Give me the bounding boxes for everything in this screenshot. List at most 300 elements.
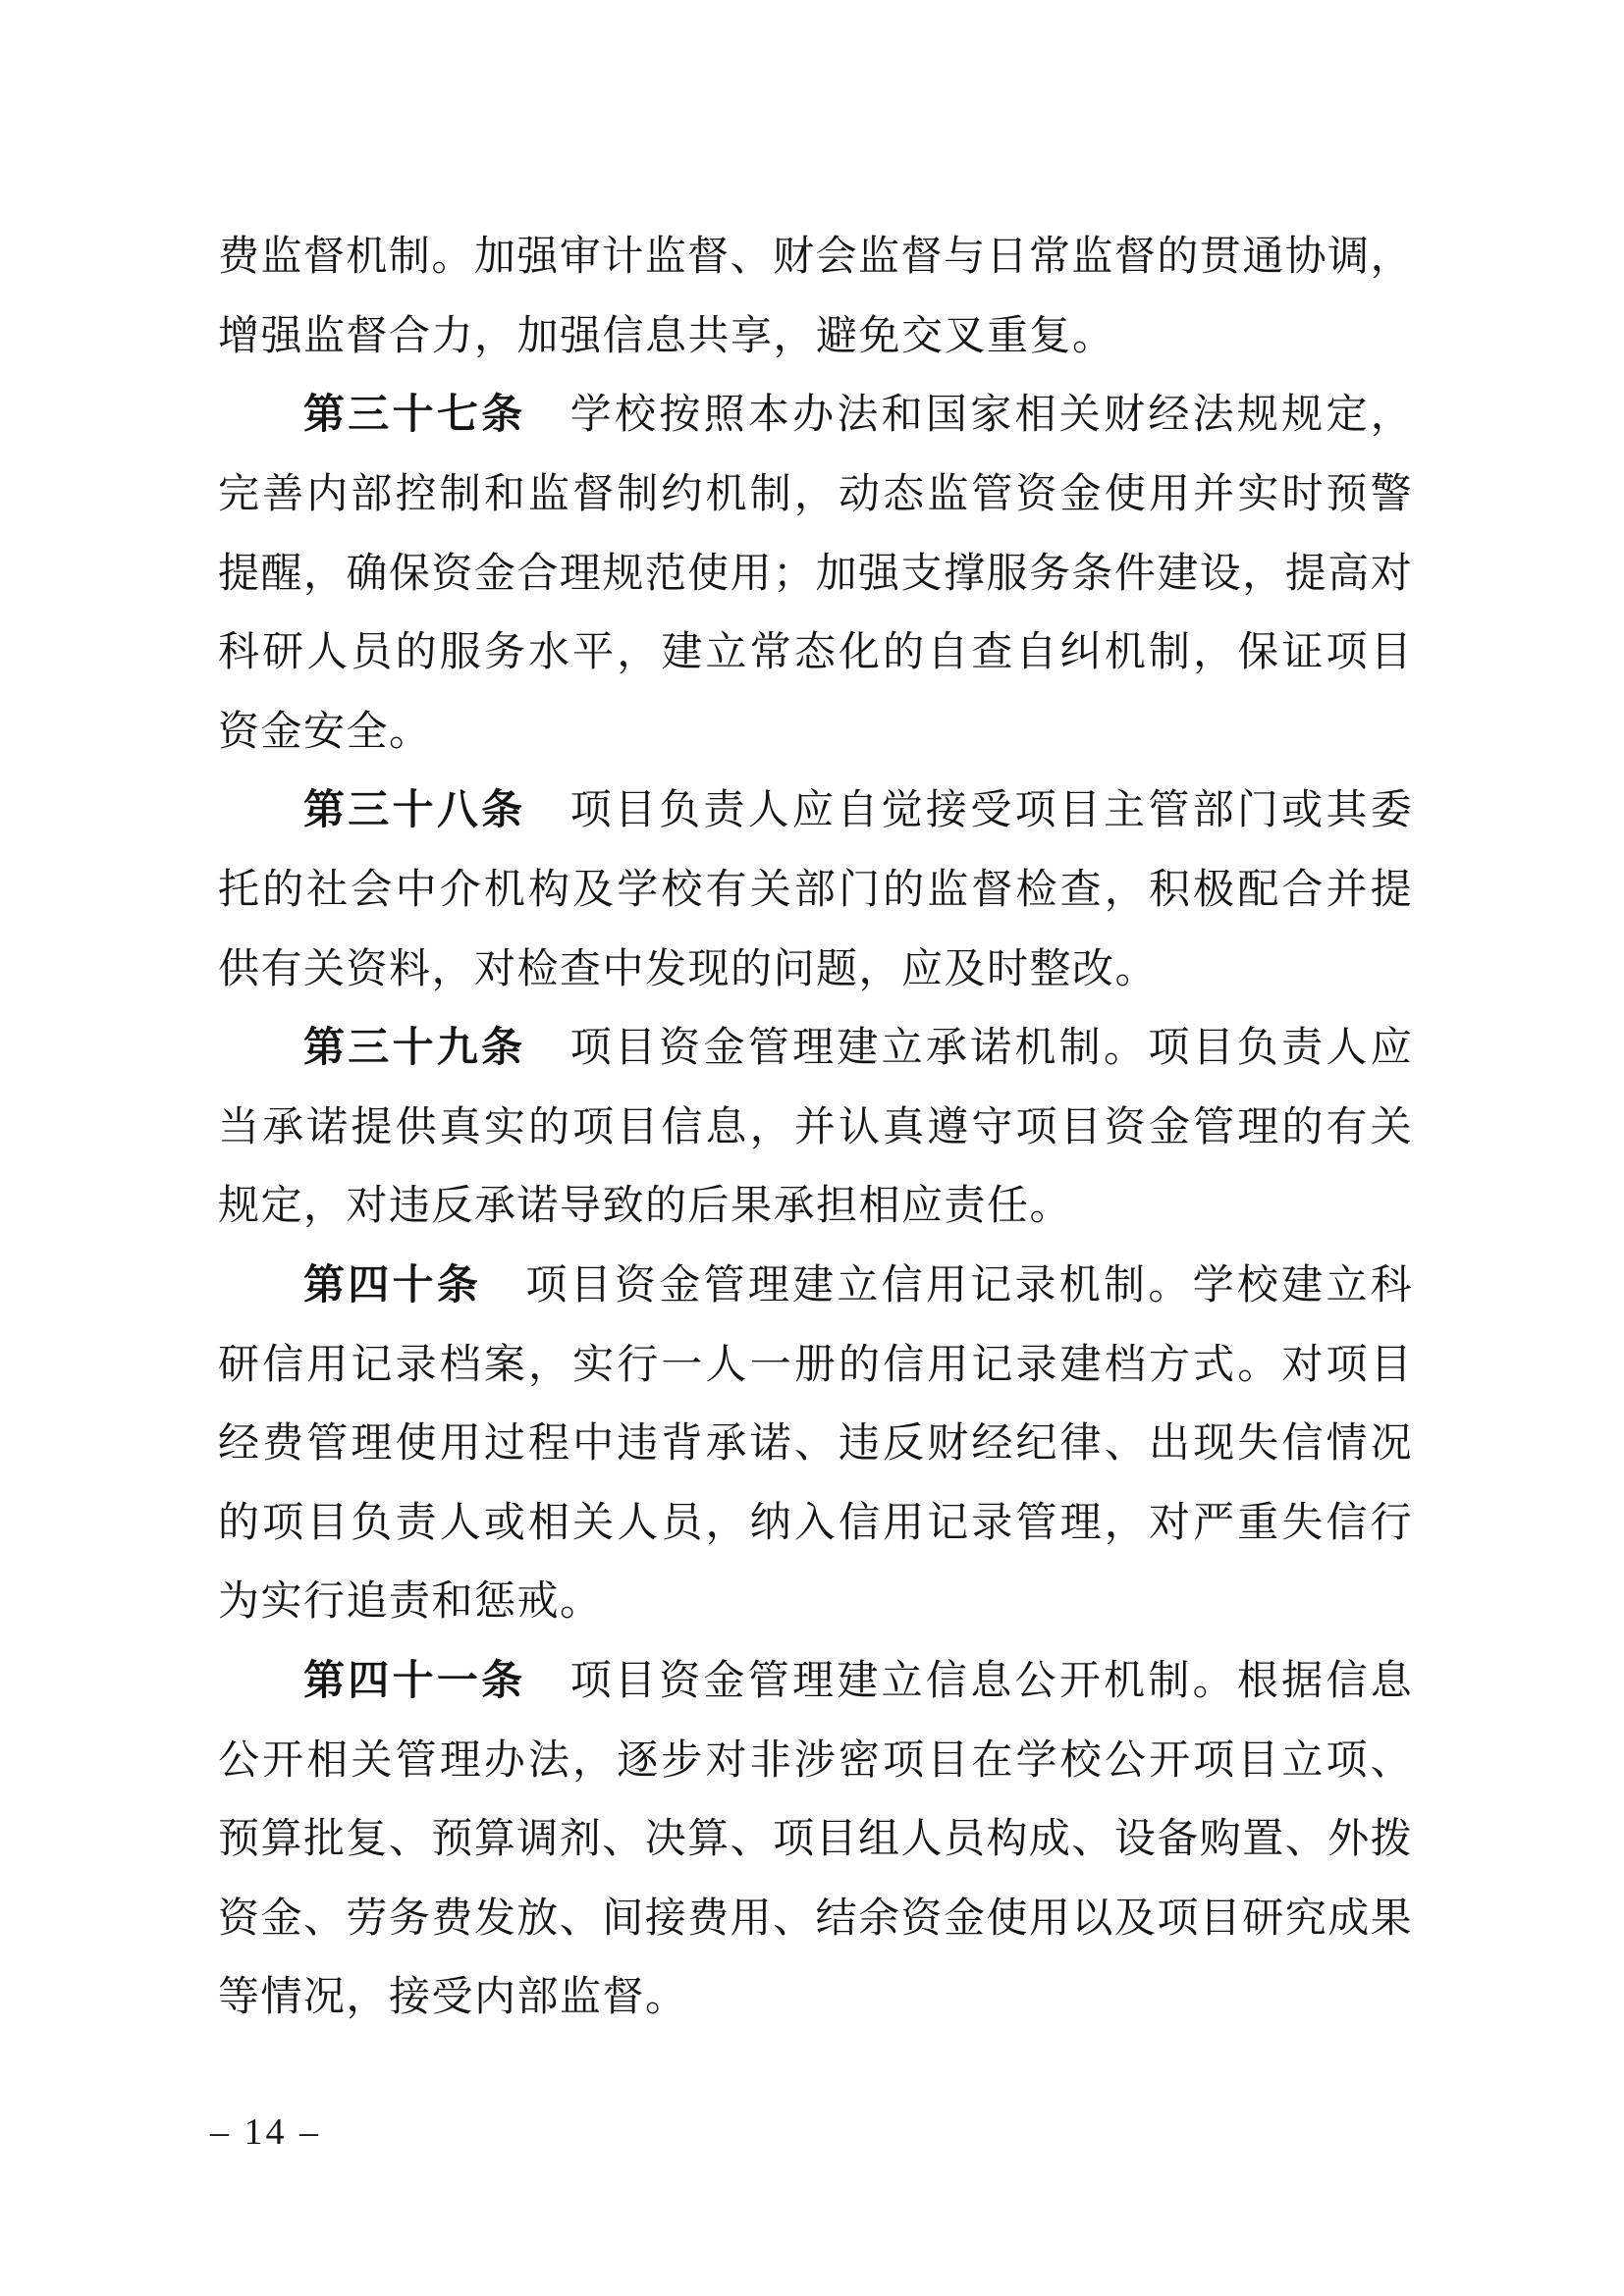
body-char: 目: [614, 1658, 656, 1704]
body-char: 相: [306, 1737, 349, 1784]
body-char: 内: [306, 472, 349, 518]
body-char: 目: [1370, 1342, 1412, 1388]
text-line-23: [218, 1958, 1412, 2038]
body-char: 记: [351, 1342, 393, 1388]
body-char: ，: [705, 1500, 747, 1546]
body-char: 项: [569, 1026, 612, 1072]
body-char: 提: [351, 1104, 393, 1150]
body-char: 惩: [474, 1579, 516, 1626]
body-char: 规: [1236, 393, 1278, 439]
body-char: 关: [1370, 1104, 1412, 1150]
body-char: 理: [747, 1263, 789, 1309]
body-char: 学: [569, 393, 612, 439]
body-char: ，: [858, 946, 900, 992]
body-char: 务: [483, 630, 525, 676]
body-char: 反: [431, 1184, 473, 1230]
body-char: 在: [971, 1737, 1013, 1784]
body-char: 经: [1148, 393, 1190, 439]
body-char: 加: [815, 551, 857, 597]
body-char: 及: [944, 946, 986, 992]
body-char: 办: [483, 1737, 525, 1784]
body-char: 享: [731, 313, 773, 359]
body-char: 委: [1370, 788, 1412, 834]
body-char: 有: [1326, 1104, 1368, 1150]
body-char: 自: [927, 630, 969, 676]
body-char: 件: [1113, 551, 1156, 597]
body-char: 程: [527, 1421, 569, 1468]
article-number-char: 条: [481, 393, 523, 439]
text-line-7: [218, 693, 1412, 773]
body-char: 监: [644, 235, 686, 281]
body-char: 成: [1327, 1896, 1370, 1942]
body-char: 追: [346, 1579, 388, 1626]
body-char: 档: [439, 1342, 481, 1388]
body-char: 督: [302, 235, 345, 281]
body-char: 人: [306, 630, 349, 676]
body-char: 提: [1370, 868, 1412, 914]
body-char: 机: [705, 472, 747, 518]
body-char: 劳: [346, 1896, 388, 1942]
body-char: 校: [614, 393, 656, 439]
body-char: 对: [474, 946, 516, 992]
body-char: 项: [1193, 1737, 1235, 1784]
body-char: 和: [483, 472, 525, 518]
text-line-15: [218, 1325, 1412, 1405]
body-char: 项: [1015, 1104, 1057, 1150]
body-char: 强: [858, 551, 900, 597]
body-char: 加: [473, 235, 515, 281]
body-char: 严: [1193, 1500, 1235, 1546]
body-char: 间: [602, 1896, 644, 1942]
body-char: 一: [749, 1342, 791, 1388]
article-number-char: 条: [481, 1026, 523, 1072]
page-number: – 14 –: [210, 2111, 321, 2153]
body-char: 当: [218, 1104, 260, 1150]
body-char: 务: [1028, 551, 1070, 597]
body-char: 人: [439, 1500, 481, 1546]
body-char: 。: [645, 1975, 687, 2021]
body-char: 背: [661, 1421, 703, 1468]
body-char: 用: [1028, 1896, 1070, 1942]
article-number-char: 三: [348, 788, 390, 834]
text-line-16: [218, 1405, 1412, 1484]
body-char: 、: [1370, 1737, 1412, 1784]
body-char: 责: [944, 1184, 986, 1230]
body-char: 目: [1237, 1737, 1279, 1784]
body-char: 设: [1199, 551, 1241, 597]
body-char: 平: [572, 630, 615, 676]
body-char: 项: [262, 1500, 304, 1546]
body-char: 出: [1148, 1421, 1190, 1468]
body-char: 费: [218, 235, 260, 281]
body-char: 监: [260, 235, 302, 281]
body-char: 人: [705, 1342, 747, 1388]
body-char: 积: [1148, 868, 1190, 914]
body-char: 叉: [944, 313, 986, 359]
body-char: 查: [1059, 868, 1102, 914]
body-char: 金: [260, 1896, 302, 1942]
body-char: 金: [703, 1658, 745, 1704]
article-number-char: 八: [436, 788, 478, 834]
body-char: 主: [1104, 788, 1146, 834]
body-char: 水: [527, 630, 569, 676]
body-char: 目: [614, 788, 656, 834]
body-char: 档: [1104, 1342, 1146, 1388]
body-char: 中: [572, 1421, 615, 1468]
body-char: 常: [749, 630, 791, 676]
body-char: 任: [987, 1184, 1029, 1230]
body-char: 员: [661, 1500, 703, 1546]
body-char: 况: [1370, 1421, 1412, 1468]
body-char: 管: [395, 1737, 437, 1784]
body-char: 会: [351, 868, 393, 914]
text-line-10: [218, 930, 1412, 1009]
body-char: 认: [838, 1104, 880, 1150]
body-char: 批: [302, 1817, 345, 1863]
body-char: 应: [901, 1184, 944, 1230]
body-char: 应: [1370, 1026, 1412, 1072]
body-char: 高: [1327, 551, 1370, 597]
body-char: 现: [687, 946, 730, 992]
body-char: 监: [927, 868, 969, 914]
body-char: 机: [346, 235, 388, 281]
body-char: 资: [1104, 1104, 1146, 1150]
body-char: 及: [1113, 1896, 1156, 1942]
body-char: 研: [1242, 1896, 1284, 1942]
body-char: 责: [395, 1500, 437, 1546]
body-char: 的: [731, 946, 773, 992]
body-char: 料: [389, 946, 431, 992]
body-char: 密: [838, 1737, 880, 1784]
body-char: 对: [705, 1737, 747, 1784]
body-char: 。: [1029, 1184, 1071, 1230]
text-line-12: [218, 1089, 1412, 1168]
body-char: ，: [749, 1104, 791, 1150]
body-char: 极: [1193, 868, 1235, 914]
body-char: 制: [617, 472, 659, 518]
article-number-char: 四: [348, 1263, 390, 1309]
body-char: 诺: [516, 1184, 559, 1230]
body-char: 使: [395, 1421, 437, 1468]
body-char: 行: [303, 1579, 346, 1626]
text-line-14: [218, 1247, 1412, 1326]
body-char: 使: [687, 551, 730, 597]
body-char: 供: [395, 1104, 437, 1150]
body-char: 。: [1104, 1026, 1146, 1072]
body-char: 务: [388, 1896, 430, 1942]
body-char: 信: [661, 1104, 703, 1150]
body-char: 问: [773, 946, 815, 992]
body-char: 理: [439, 1737, 481, 1784]
body-char: 法: [1192, 393, 1234, 439]
body-char: 立: [881, 1026, 923, 1072]
article-number-char: 三: [348, 393, 390, 439]
body-char: 立: [837, 1263, 879, 1309]
body-char: 建: [661, 630, 703, 676]
body-char: 承: [474, 1184, 516, 1230]
body-char: 信: [1326, 1500, 1368, 1546]
body-char: 交: [901, 313, 944, 359]
body-char: 机: [483, 868, 525, 914]
body-char: 责: [703, 788, 745, 834]
body-char: 接: [389, 1975, 431, 2021]
body-char: 承: [262, 1104, 304, 1150]
body-char: 过: [483, 1421, 525, 1468]
body-char: 关: [572, 1500, 615, 1546]
body-char: 的: [395, 630, 437, 676]
body-char: 目: [306, 1500, 349, 1546]
body-char: 诺: [749, 1421, 791, 1468]
body-char: 违: [389, 1184, 431, 1230]
body-char: 关: [1058, 393, 1101, 439]
body-char: 保: [388, 551, 430, 597]
body-char: 算: [687, 1817, 730, 1863]
body-char: 理: [792, 1026, 835, 1072]
body-char: 强: [260, 313, 302, 359]
body-char: ，: [527, 1342, 569, 1388]
body-char: 理: [1237, 1104, 1279, 1150]
body-char: 余: [858, 1896, 900, 1942]
body-char: 目: [614, 1026, 656, 1072]
body-char: 协: [1284, 235, 1326, 281]
body-char: 托: [218, 868, 260, 914]
body-char: 机: [1014, 1026, 1056, 1072]
text-line-8: [218, 772, 1412, 851]
body-char: 目: [1370, 630, 1412, 676]
body-char: 资: [218, 1896, 260, 1942]
body-char: 建: [1281, 1263, 1324, 1309]
body-char: 制: [439, 472, 481, 518]
body-char: 决: [644, 1817, 686, 1863]
body-char: 息: [705, 1104, 747, 1150]
body-char: 并: [1193, 472, 1235, 518]
body-char: 的: [527, 1104, 569, 1150]
article-number-char: 七: [436, 393, 478, 439]
body-char: 算: [260, 1817, 302, 1863]
body-char: 并: [1326, 868, 1368, 914]
body-char: 责: [389, 1579, 431, 1626]
body-char: 自: [837, 788, 879, 834]
article-number-char: 十: [392, 393, 434, 439]
body-char: 用: [883, 1500, 925, 1546]
body-char: 项: [525, 1263, 568, 1309]
body-char: 、: [793, 1421, 836, 1468]
body-char: 内: [474, 1975, 516, 2021]
body-char: 纳: [749, 1500, 791, 1546]
body-char: 建: [792, 1263, 835, 1309]
article-number-char: 十: [392, 1658, 434, 1704]
body-char: 。: [389, 709, 431, 755]
body-char: 监: [927, 472, 969, 518]
body-char: 应: [792, 788, 835, 834]
body-char: 提: [1284, 551, 1326, 597]
body-char: 实: [572, 1342, 615, 1388]
body-char: 机: [1058, 1263, 1101, 1309]
article-number-char: 四: [348, 1658, 390, 1704]
body-char: 情: [1326, 1421, 1368, 1468]
body-char: 违: [617, 1421, 659, 1468]
body-char: 提: [218, 551, 260, 597]
body-char: 通: [1242, 235, 1284, 281]
body-char: 制: [388, 235, 430, 281]
text-line-6: [218, 614, 1412, 693]
body-char: 题: [816, 946, 858, 992]
body-char: 员: [351, 630, 393, 676]
body-char: 开: [262, 1737, 304, 1784]
body-char: 相: [527, 1500, 569, 1546]
body-char: 信: [262, 1342, 304, 1388]
body-char: 一: [661, 1342, 703, 1388]
body-char: 费: [431, 1896, 473, 1942]
body-char: 校: [661, 868, 703, 914]
text-line-17: [218, 1484, 1412, 1564]
body-char: 财: [1104, 393, 1146, 439]
body-char: 态: [883, 472, 925, 518]
body-char: 册: [793, 1342, 836, 1388]
body-char: 录: [395, 1342, 437, 1388]
body-char: 建: [1059, 1342, 1102, 1388]
body-char: 建: [837, 1658, 879, 1704]
body-char: 管: [747, 1658, 789, 1704]
body-char: 查: [971, 630, 1013, 676]
body-char: 置: [1242, 1817, 1284, 1863]
body-char: ，: [474, 313, 516, 359]
text-line-1: [218, 218, 1412, 297]
body-char: 审: [559, 235, 601, 281]
body-char: 方: [1148, 1342, 1190, 1388]
body-char: 经: [218, 1421, 260, 1468]
body-char: 真: [439, 1104, 481, 1150]
article-number-char: 条: [481, 1658, 523, 1704]
body-char: 项: [1157, 1896, 1199, 1942]
body-char: 用: [730, 1896, 772, 1942]
body-char: 立: [881, 1658, 923, 1704]
body-char: 用: [730, 551, 772, 597]
body-char: 反: [883, 1421, 925, 1468]
body-char: 对: [1281, 1342, 1324, 1388]
body-char: 督: [687, 235, 730, 281]
body-char: 管: [1148, 788, 1190, 834]
body-char: 行: [1370, 1500, 1412, 1546]
body-char: 组: [858, 1817, 900, 1863]
body-char: 、: [1071, 1817, 1113, 1863]
body-char: 信: [602, 313, 644, 359]
body-char: 资: [614, 1263, 656, 1309]
body-char: 办: [792, 393, 835, 439]
body-char: ；: [773, 551, 815, 597]
body-char: 财: [927, 1421, 969, 1468]
body-char: 学: [617, 868, 659, 914]
article-number-char: 十: [392, 788, 434, 834]
body-char: 设: [1113, 1817, 1156, 1863]
body-char: 备: [1157, 1817, 1199, 1863]
body-char: 安: [303, 709, 346, 755]
body-char: 等: [218, 1975, 260, 2021]
body-char: ，: [346, 1975, 388, 2021]
body-char: 或: [483, 1500, 525, 1546]
body-char: 规: [218, 1184, 260, 1230]
body-char: 常: [1028, 235, 1070, 281]
body-char: 避: [816, 313, 858, 359]
body-char: 公: [1014, 1658, 1056, 1704]
body-char: 实: [1237, 472, 1279, 518]
body-char: ，: [302, 551, 345, 597]
body-char: 调: [1327, 235, 1370, 281]
body-char: 介: [439, 868, 481, 914]
body-char: 目: [1199, 1896, 1241, 1942]
body-char: 导: [560, 1184, 602, 1230]
body-char: 科: [218, 630, 260, 676]
text-line-4: [218, 455, 1412, 535]
body-char: 录: [1015, 1342, 1057, 1388]
body-char: 录: [1014, 1263, 1056, 1309]
body-char: 费: [262, 1421, 304, 1468]
body-char: 项: [569, 1658, 612, 1704]
body-char: 服: [439, 630, 481, 676]
text-line-2: [218, 297, 1412, 377]
body-char: 自: [1015, 630, 1057, 676]
body-char: 发: [645, 946, 687, 992]
body-char: 为: [218, 1579, 260, 1626]
body-char: 确: [346, 551, 388, 597]
body-char: 管: [1015, 1500, 1057, 1546]
body-char: ，: [1370, 393, 1412, 439]
body-char: 纠: [1059, 630, 1102, 676]
body-char: 立: [705, 630, 747, 676]
article-number-char: 九: [436, 1026, 478, 1072]
body-char: 的: [645, 1184, 687, 1230]
body-char: 目: [1192, 1026, 1234, 1072]
body-char: 录: [971, 1500, 1013, 1546]
body-char: 完: [218, 472, 260, 518]
body-char: 督: [1113, 235, 1156, 281]
body-char: 制: [1148, 1658, 1190, 1704]
body-char: 立: [1326, 1263, 1368, 1309]
article-number-char: 条: [436, 1263, 478, 1309]
body-char: 信: [838, 1500, 880, 1546]
body-char: ，: [1242, 551, 1284, 597]
body-char: 、: [388, 1817, 430, 1863]
body-char: 制: [749, 472, 791, 518]
text-line-5: [218, 534, 1412, 614]
body-char: 态: [793, 630, 836, 676]
body-char: 构: [527, 868, 569, 914]
body-char: 和: [431, 1579, 473, 1626]
body-char: 承: [705, 1421, 747, 1468]
body-char: 撑: [943, 551, 985, 597]
body-char: 致: [602, 1184, 644, 1230]
body-char: 规: [602, 551, 644, 597]
body-char: 配: [1237, 868, 1279, 914]
body-char: 开: [1058, 1658, 1101, 1704]
body-char: 时: [987, 946, 1029, 992]
body-char: 违: [838, 1421, 880, 1468]
body-char: 的: [1157, 235, 1199, 281]
body-char: 诺: [306, 1104, 349, 1150]
body-char: 律: [1059, 1421, 1102, 1468]
body-char: 的: [1281, 1104, 1324, 1150]
body-char: 全: [346, 709, 388, 755]
body-char: 真: [883, 1104, 925, 1150]
body-char: 入: [793, 1500, 836, 1546]
body-char: 、: [1104, 1421, 1146, 1468]
body-char: 负: [659, 788, 701, 834]
body-char: 理: [351, 1421, 393, 1468]
body-char: 的: [838, 1342, 880, 1388]
body-char: 受: [970, 788, 1012, 834]
body-char: 复: [346, 1817, 388, 1863]
article-number-char: 一: [436, 1658, 478, 1704]
